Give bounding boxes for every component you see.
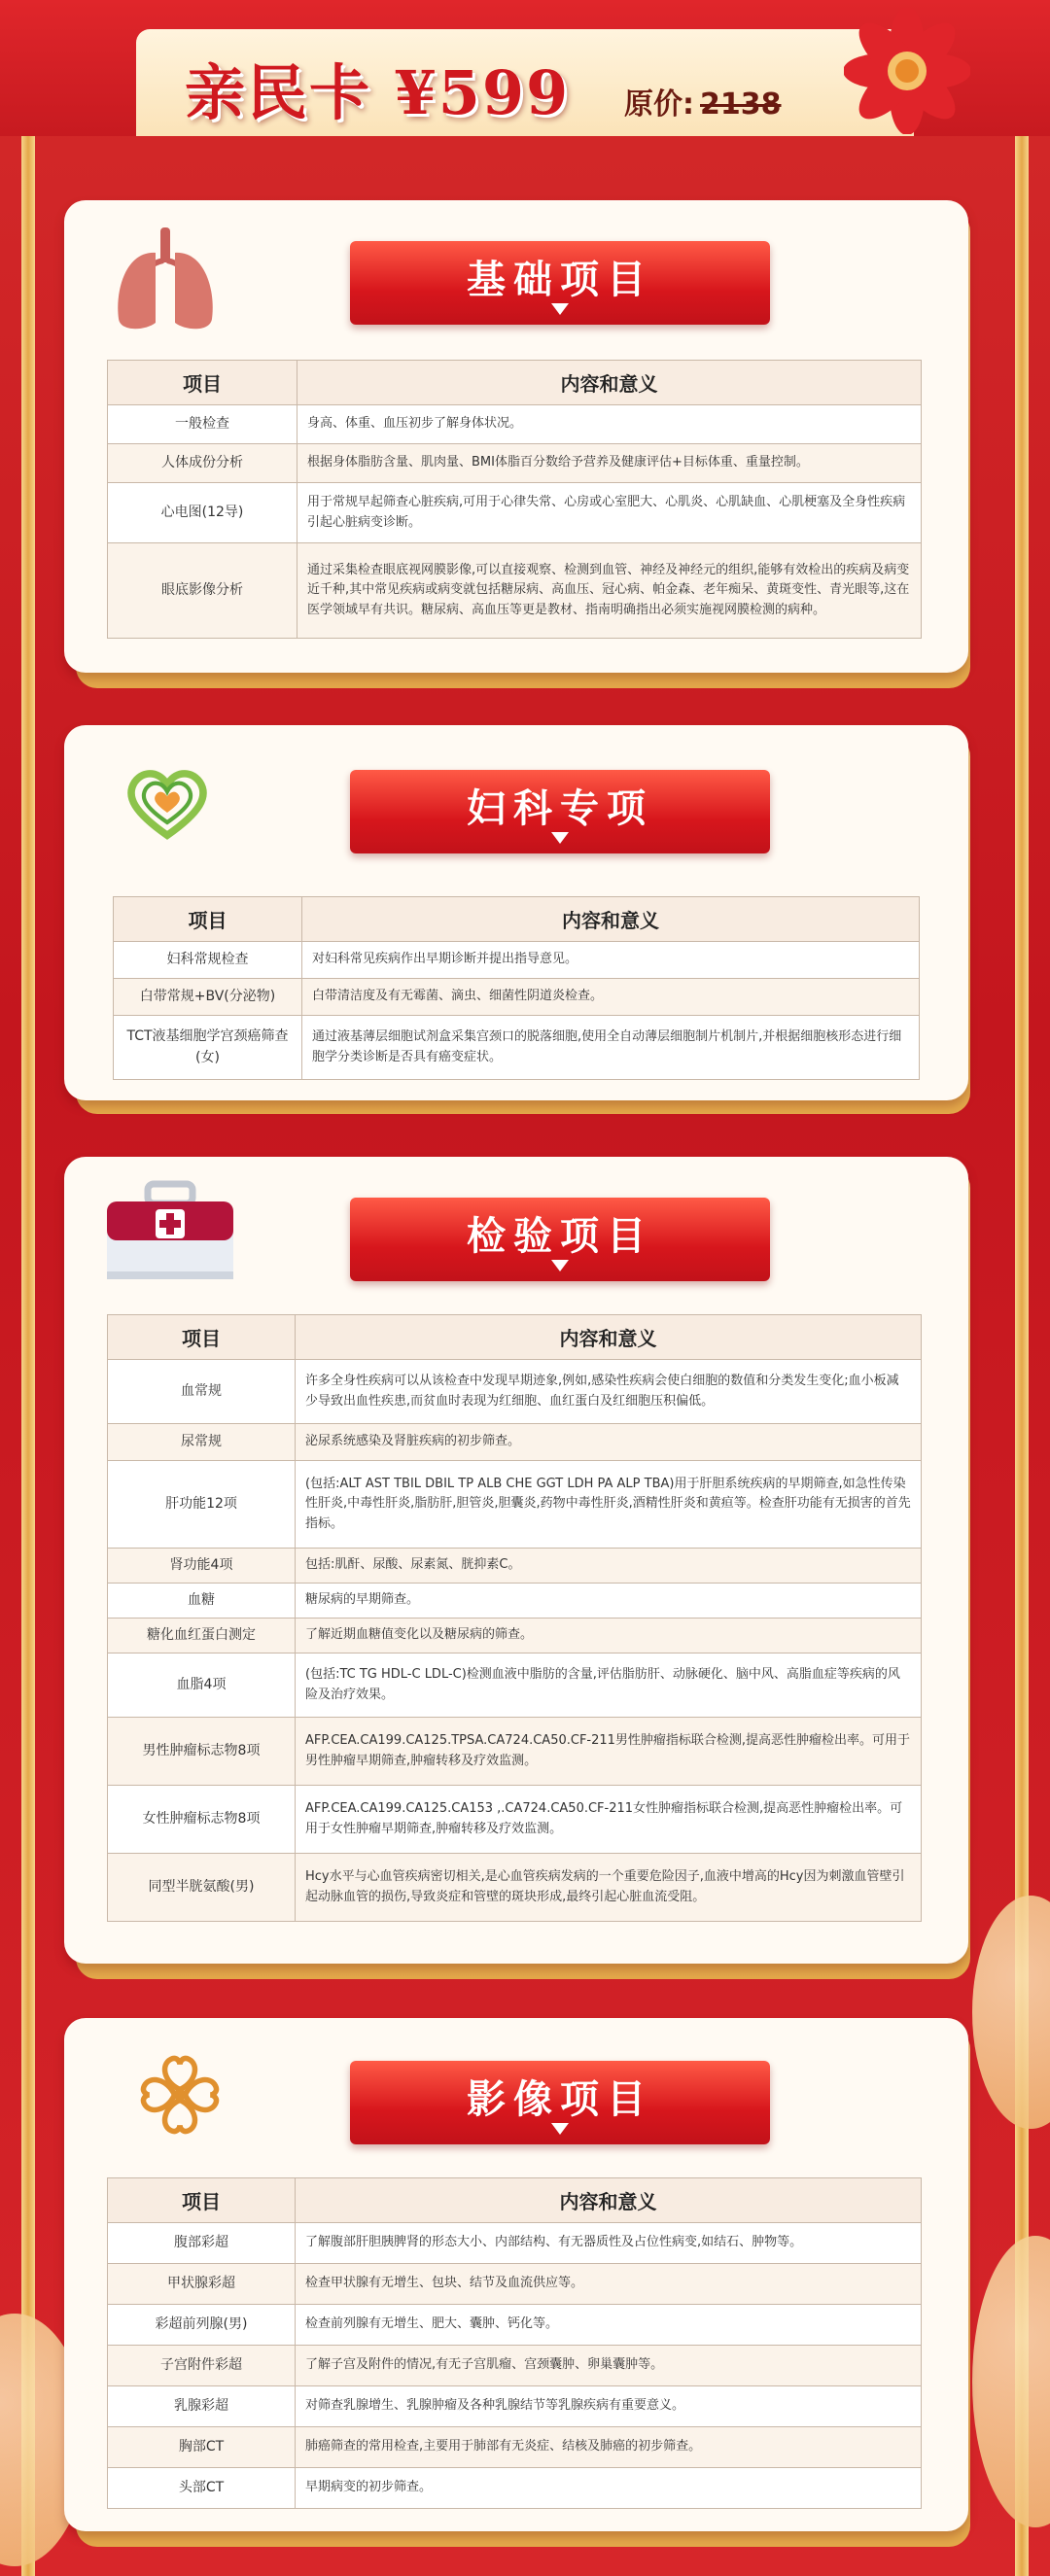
item-meaning: 糖尿病的早期筛查。 xyxy=(296,1584,922,1619)
items-table xyxy=(107,1314,922,1922)
table-row xyxy=(108,2386,922,2427)
section-card-basic xyxy=(64,200,968,673)
section-banner xyxy=(350,2061,770,2144)
down-arrow-icon xyxy=(551,1260,569,1271)
table-row xyxy=(108,1424,922,1461)
item-meaning: 了解近期血糖值变化以及糖尿病的筛查。 xyxy=(296,1619,922,1654)
column-header-meaning: 内容和意义 xyxy=(296,2178,922,2223)
item-meaning: 包括:肌酐、尿酸、尿素氮、胱抑素C。 xyxy=(296,1549,922,1584)
clover-icon xyxy=(126,2041,233,2148)
item-name: 妇科常规检查 xyxy=(114,942,302,979)
items-table xyxy=(107,360,922,639)
table-row xyxy=(108,405,922,444)
down-arrow-icon xyxy=(551,2123,569,2135)
flower-icon xyxy=(844,8,970,134)
table-row xyxy=(108,1619,922,1654)
column-header-item: 项目 xyxy=(108,2178,296,2223)
table-row xyxy=(108,1854,922,1922)
item-name: 一般检查 xyxy=(108,405,298,444)
item-meaning: 早期病变的初步筛查。 xyxy=(296,2468,922,2509)
table-row xyxy=(108,1461,922,1549)
item-meaning: (包括:TC TG HDL-C LDL-C)检测血液中脂肪的含量,评估脂肪肝、动脉硬化、脑中风、高脂血症等疾病的风险及治疗效果。 xyxy=(296,1654,922,1718)
item-meaning: 了解子宫及附件的情况,有无子宫肌瘤、宫颈囊肿、卵巢囊肿等。 xyxy=(296,2346,922,2386)
table-row xyxy=(108,1786,922,1854)
item-name: 彩超前列腺(男) xyxy=(108,2305,296,2346)
section-banner xyxy=(350,1198,770,1281)
gold-rail-left xyxy=(21,126,35,2576)
item-name: 乳腺彩超 xyxy=(108,2386,296,2427)
item-meaning: 身高、体重、血压初步了解身体状况。 xyxy=(298,405,922,444)
section-title: 基础项目 xyxy=(467,258,653,302)
item-name: 子宫附件彩超 xyxy=(108,2346,296,2386)
items-table xyxy=(107,2177,922,2509)
item-name: 人体成份分析 xyxy=(108,444,298,483)
medical-kit-icon xyxy=(97,1174,243,1291)
item-name: 尿常规 xyxy=(108,1424,296,1461)
item-name: 眼底影像分析 xyxy=(108,543,298,639)
section-title: 妇科专项 xyxy=(467,786,653,831)
section-card-imaging xyxy=(64,2018,968,2531)
item-name: 血常规 xyxy=(108,1360,296,1424)
table-row xyxy=(108,1654,922,1718)
item-name: 胸部CT xyxy=(108,2427,296,2468)
item-meaning: AFP.CEA.CA199.CA125.CA153 ,.CA724.CA50.CF-211女性肿瘤指标联合检测,提高恶性肿瘤检出率。可用于女性肿瘤早期筛查,肿瘤转移及疗效监测。 xyxy=(296,1786,922,1854)
header xyxy=(0,0,1050,136)
item-meaning: (包括:ALT AST TBIL DBIL TP ALB CHE GGT LDH PA ALP TBA)用于肝胆系统疾病的早期筛查,如急性传染性肝炎,中毒性肝炎,脂肪肝,胆管炎,胆囊炎,药物中毒性肝炎,酒精性肝炎和黄疸等。检查肝功能有无损害的首先指标。 xyxy=(296,1461,922,1549)
item-name: 女性肿瘤标志物8项 xyxy=(108,1786,296,1854)
section-card-gyn xyxy=(64,725,968,1100)
table-row xyxy=(108,2346,922,2386)
column-header-meaning: 内容和意义 xyxy=(298,361,922,405)
item-meaning: 检查前列腺有无增生、肥大、囊肿、钙化等。 xyxy=(296,2305,922,2346)
table-row xyxy=(108,1718,922,1786)
item-name: 肝功能12项 xyxy=(108,1461,296,1549)
section-title: 检验项目 xyxy=(467,1214,653,1259)
item-meaning: 了解腹部肝胆胰脾肾的形态大小、内部结构、有无器质性及占位性病变,如结石、肿物等。 xyxy=(296,2223,922,2264)
original-price-label: 原价: xyxy=(624,87,694,122)
table-row xyxy=(114,942,920,979)
items-table xyxy=(113,896,920,1080)
item-meaning: 检查甲状腺有无增生、包块、结节及血流供应等。 xyxy=(296,2264,922,2305)
table-row xyxy=(108,483,922,543)
table-row xyxy=(108,444,922,483)
item-name: 白带常规+BV(分泌物) xyxy=(114,979,302,1016)
original-price xyxy=(624,80,782,122)
column-header-meaning: 内容和意义 xyxy=(296,1315,922,1360)
table-row xyxy=(108,2264,922,2305)
item-name: 肾功能4项 xyxy=(108,1549,296,1584)
column-header-item: 项目 xyxy=(108,361,298,405)
section-card-lab xyxy=(64,1157,968,1964)
item-name: 男性肿瘤标志物8项 xyxy=(108,1718,296,1786)
item-meaning: 肺癌筛查的常用检查,主要用于肺部有无炎症、结核及肺癌的初步筛查。 xyxy=(296,2427,922,2468)
table-row xyxy=(108,1584,922,1619)
item-name: 头部CT xyxy=(108,2468,296,2509)
column-header-item: 项目 xyxy=(108,1315,296,1360)
down-arrow-icon xyxy=(551,303,569,315)
item-meaning: 根据身体脂肪含量、肌肉量、BMI体脂百分数给予营养及健康评估+目标体重、重量控制。 xyxy=(298,444,922,483)
card-title: 亲民卡 ¥599 xyxy=(185,57,571,128)
item-name: 血脂4项 xyxy=(108,1654,296,1718)
table-row xyxy=(108,1549,922,1584)
item-meaning: 对妇科常见疾病作出早期诊断并提出指导意见。 xyxy=(302,942,920,979)
item-name: 甲状腺彩超 xyxy=(108,2264,296,2305)
item-meaning: Hcy水平与心血管疾病密切相关,是心血管疾病发病的一个重要危险因子,血液中增高的Hcy因为刺激血管壁引起动脉血管的损伤,导致炎症和管壁的斑块形成,最终引起心脏血流受阻。 xyxy=(296,1854,922,1922)
section-banner xyxy=(350,770,770,853)
table-row xyxy=(108,2468,922,2509)
table-row xyxy=(108,543,922,639)
gold-rail-right xyxy=(1015,126,1029,2576)
item-meaning: 泌尿系统感染及肾脏疾病的初步筛查。 xyxy=(296,1424,922,1461)
item-name: 同型半胱氨酸(男) xyxy=(108,1854,296,1922)
item-meaning: 通过液基薄层细胞试剂盒采集宫颈口的脱落细胞,使用全自动薄层细胞制片机制片,并根据细胞核形态进行细胞学分类诊断是否具有癌变症状。 xyxy=(302,1016,920,1080)
section-title: 影像项目 xyxy=(467,2077,653,2122)
item-name: TCT液基细胞学宫颈癌筛查(女) xyxy=(114,1016,302,1080)
item-meaning: 对筛查乳腺增生、乳腺肿瘤及各种乳腺结节等乳腺疾病有重要意义。 xyxy=(296,2386,922,2427)
table-row xyxy=(114,979,920,1016)
heart-icon xyxy=(119,754,216,852)
item-meaning: 通过采集检查眼底视网膜影像,可以直接观察、检测到血管、神经及神经元的组织,能够有效检出的疾病及病变近千种,其中常见疾病或病变就包括糖尿病、高血压、冠心病、帕金森、老年痴呆、黄斑变性、青光眼等,这在医学领域早有共识。糖尿病、高血压等更是教材、指南明确指出必须实施视网膜检测的病种。 xyxy=(298,543,922,639)
item-meaning: 许多全身性疾病可以从该检查中发现早期迹象,例如,感染性疾病会使白细胞的数值和分类发生变化;血小板减少导致出血性疾患,而贫血时表现为红细胞、血红蛋白及红细胞压积偏低。 xyxy=(296,1360,922,1424)
original-price-value: 2138 xyxy=(700,87,782,122)
down-arrow-icon xyxy=(551,832,569,844)
item-name: 血糖 xyxy=(108,1584,296,1619)
column-header-meaning: 内容和意义 xyxy=(302,897,920,942)
item-meaning: AFP.CEA.CA199.CA125.TPSA.CA724.CA50.CF-211男性肿瘤指标联合检测,提高恶性肿瘤检出率。可用于男性肿瘤早期筛查,肿瘤转移及疗效监测。 xyxy=(296,1718,922,1786)
table-row xyxy=(108,2305,922,2346)
item-name: 心电图(12导) xyxy=(108,483,298,543)
item-meaning: 白带清洁度及有无霉菌、滴虫、细菌性阴道炎检查。 xyxy=(302,979,920,1016)
item-name: 糖化血红蛋白测定 xyxy=(108,1619,296,1654)
lungs-icon xyxy=(107,222,224,338)
table-row xyxy=(108,2427,922,2468)
section-banner xyxy=(350,241,770,325)
table-row xyxy=(108,2223,922,2264)
item-name: 腹部彩超 xyxy=(108,2223,296,2264)
table-row xyxy=(108,1360,922,1424)
table-row xyxy=(114,1016,920,1080)
column-header-item: 项目 xyxy=(114,897,302,942)
item-meaning: 用于常规早起筛查心脏疾病,可用于心律失常、心房或心室肥大、心肌炎、心肌缺血、心肌梗塞及全身性疾病引起心脏病变诊断。 xyxy=(298,483,922,543)
